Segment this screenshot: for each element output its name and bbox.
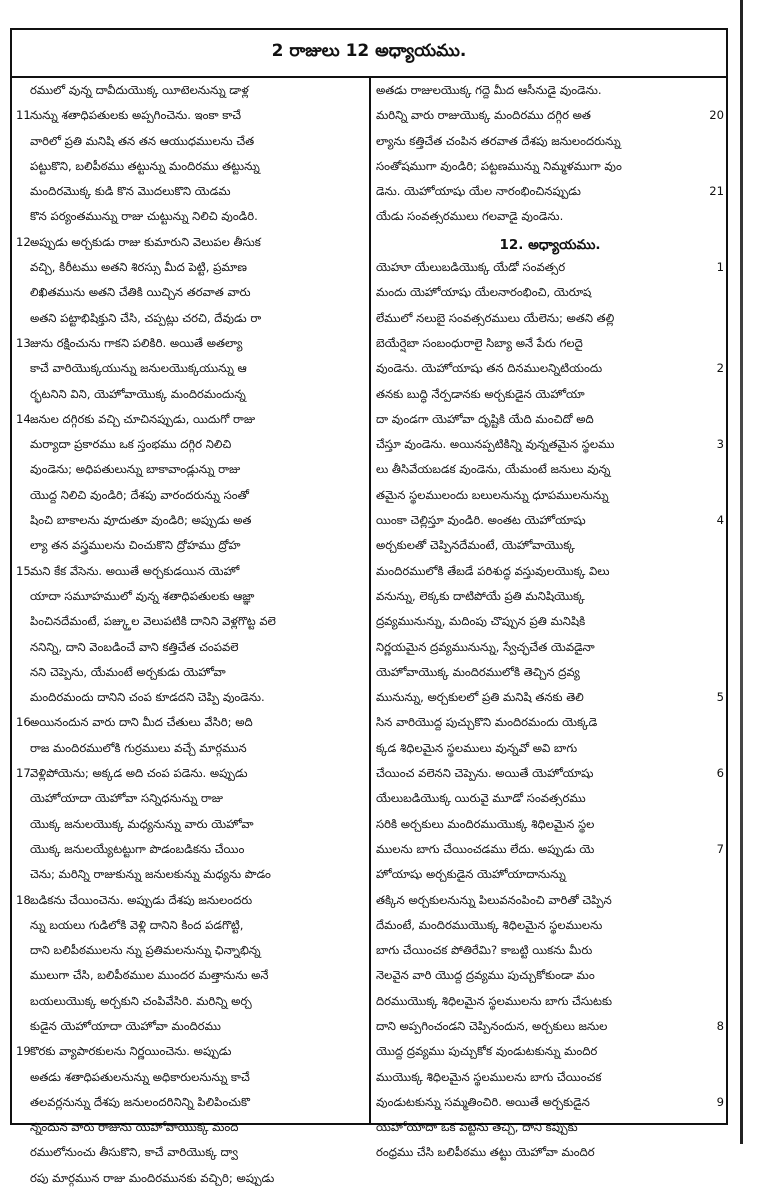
text-line: [376, 1140, 724, 1165]
text-line: [16, 938, 364, 963]
verse-text: యాదా సమూహములో వున్న శతాధిపతులకు ఆజ్ఞా: [30, 588, 255, 603]
verse-text: యొక్క జనులయొక్క మధ్యనున్ను వారు యెహోవా: [30, 816, 254, 831]
text-line: [16, 1014, 364, 1039]
verse-text: దిరముయొక్క శిధిలమైన స్థలములను బాగు చేసుటకు: [376, 993, 613, 1008]
text-line: [16, 812, 364, 837]
text-line: [16, 660, 364, 685]
page-title: 2 రాజులు 12 అధ్యాయము.: [271, 41, 467, 61]
verse-text: దా వుండగా యెహోవా దృష్టికి యేది మంచిదో అది: [376, 411, 594, 426]
text-line: [376, 154, 724, 179]
text-line: [376, 432, 724, 457]
verse-text: పట్టుకొని, బలిపీఠము తట్టున్ను మందిరము తట్టున్ను: [30, 158, 260, 173]
chapter-heading: 12. అధ్యాయము.: [499, 236, 601, 253]
text-line: [376, 963, 724, 988]
verse-number: 8: [716, 1018, 724, 1033]
verse-text: సంతోషముగా వుండిరి; పట్టణమున్ను నిమ్మళముగా వుం: [376, 158, 622, 173]
verse-text: చేయించ వలెనని చెప్పెను. అయితే యెహోయాషు: [376, 766, 594, 781]
verse-text: తనకు బుద్ధి నేర్పడానకు అర్చకుడైన యెహోయా: [376, 386, 585, 401]
verse-text: దేమంటే, మందిరముయొక్క శిధిలమైన స్థలములను: [376, 917, 603, 932]
verse-text: యెహూ యేలుబడియొక్క యేడో సంవత్సర: [376, 260, 566, 275]
page-edge-shadow: [740, 0, 743, 1144]
text-line: [376, 609, 724, 634]
text-line: [16, 78, 364, 103]
verse-text: మర్యాదా ప్రకారము ఒక స్తంభము దగ్గిర నిలిచి: [30, 437, 232, 452]
verse-text: దాని బలిపీఠములను న్ను ప్రతిమలనున్ను ఛిన్నాభిన్న: [30, 943, 261, 958]
verse-number: 13: [16, 335, 31, 350]
text-line: [16, 989, 364, 1014]
text-line: [376, 635, 724, 660]
verse-text: తక్కిన అర్చకులనున్ను పిలువనంపించి వారితో చెప్పిన: [376, 892, 612, 907]
verse-text: సిన వారియొద్ద పుచ్చుకొని మందిరమందు యెక్కడె: [376, 715, 598, 730]
text-line: [16, 761, 364, 786]
verse-text: ల్యా తన వస్త్రములను చించుకొని ద్రోహము ద్రోహ: [30, 538, 241, 553]
text-line: [376, 938, 724, 963]
verse-text: నెలవైన వారి యొద్ద ద్రవ్యము పుచ్చుకోకుండా మం: [376, 968, 595, 983]
verse-text: దాని అప్పగించండని చెప్పినందున, అర్చకులు జనుల: [376, 1018, 608, 1033]
verse-number: 9: [716, 1094, 724, 1109]
verse-text: న్ను బయలు గుడిలోకి వెళ్లి దానిని కింద పడగొట్టి,: [30, 917, 244, 932]
text-line: [16, 888, 364, 913]
verse-text: కొన పర్యంతమున్ను రాజు చుట్టున్ను నిలిచి వుండిరి.: [30, 209, 258, 224]
verse-text: క్కడ శిధిలమైన స్థలములు వున్నవో అవి బాగు: [376, 740, 578, 755]
text-line: [376, 812, 724, 837]
verse-number: 7: [716, 841, 724, 856]
text-line: [376, 913, 724, 938]
text-line: [16, 432, 364, 457]
text-line: [16, 407, 364, 432]
text-line: [16, 1115, 364, 1140]
text-line: [376, 306, 724, 331]
verse-text: నున్ను శతాధిపతులకు అప్పగించెను. ఇంకా కాచే: [30, 108, 242, 123]
text-line: [376, 255, 724, 280]
text-line: [16, 1090, 364, 1115]
text-line: [376, 761, 724, 786]
text-line: [16, 1039, 364, 1064]
text-line: [16, 356, 364, 381]
text-line: [376, 508, 724, 533]
verse-number: 5: [716, 690, 724, 705]
verse-text: ద్రవ్యమునున్ను, మదింపు చొప్పున ప్రతి మనిషికి: [376, 614, 586, 629]
verse-text: వుండుటకున్ను సమ్మతించిరి. అయితే అర్చకుడైన: [376, 1094, 590, 1109]
text-line: [16, 685, 364, 710]
verse-text: ముయొక్క శిధిలమైన స్థలములను బాగు చేయించక: [376, 1069, 602, 1084]
verse-text: తమైన స్థలములందు బలులనున్ను ధూపములనున్ను: [376, 487, 609, 502]
left-column: [16, 78, 364, 1191]
text-line: [16, 154, 364, 179]
column-divider: [369, 76, 371, 1125]
verse-text: తలవర్లనున్ను దేశపు జనులందరినిన్ని పిలిపించుకొ: [30, 1094, 250, 1109]
text-line: [376, 1065, 724, 1090]
verse-text: మరిన్ని వారు రాజుయొక్క మందిరము దగ్గిర అత: [376, 108, 591, 123]
text-line: [376, 356, 724, 381]
verse-number: 18: [16, 892, 31, 907]
text-line: [16, 913, 364, 938]
text-line: [376, 685, 724, 710]
verse-text: అప్పుడు అర్చకుడు రాజు కుమారుని వెలుపల తీసుక: [30, 234, 261, 249]
text-line: [376, 483, 724, 508]
text-line: [376, 1115, 724, 1140]
text-line: [376, 1014, 724, 1039]
verse-text: మందు యెహోయాషు యేలనారంభించి, యెరూష: [376, 285, 592, 300]
text-line: [16, 457, 364, 482]
text-line: [16, 837, 364, 862]
verse-text: మందిరమందు దానిని చంప కూడదని చెప్పి వుండెను.: [30, 690, 265, 705]
text-line: [16, 280, 364, 305]
text-line: [376, 1039, 724, 1064]
verse-text: సరికి అర్చకులు మందిరముయొక్క శిధిలమైన స్థల: [376, 816, 595, 831]
text-line: [16, 963, 364, 988]
verse-text: అయినందున వారు దాని మీద చేతులు వేసిరి; అది: [30, 715, 253, 730]
text-line: [376, 989, 724, 1014]
verse-text: నని చెప్పెను, యేమంటే అర్చకుడు యెహోవా: [30, 664, 226, 679]
verse-text: రపు మార్గమున రాజు మందిరమునకు వచ్చిరి; అప్పుడు: [30, 1170, 275, 1185]
text-line: [16, 559, 364, 584]
text-line: [376, 862, 724, 887]
verse-text: యొద్ద నిలిచి వుండిరి; దేశపు వారందరున్ను సంతో: [30, 487, 249, 502]
text-line: [376, 559, 724, 584]
verse-text: ములను బాగు చేయించడము లేదు. అప్పుడు యె: [376, 841, 595, 856]
verse-number: 16: [16, 715, 31, 730]
verse-number: 21: [709, 184, 724, 199]
verse-text: రాజ మందిరములోకి గుర్రములు వచ్చే మార్గమున: [30, 740, 247, 755]
text-line: [16, 862, 364, 887]
text-line: [376, 786, 724, 811]
verse-text: వనున్ను, లెక్కకు దాటిపోయే ప్రతి మనిషియొక్క: [376, 588, 585, 603]
verse-text: యింకా చెల్లిస్తూ వుండిరి. అంతట యెహోయాషు: [376, 513, 586, 528]
verse-text: న్నందున వారు రాజును యెహోవాయొక్క మంది: [30, 1120, 239, 1135]
verse-number: 1: [716, 260, 724, 275]
verse-text: రములో వున్న దావీదుయొక్క యీటెలనున్ను డాళ్ల: [30, 83, 249, 97]
verse-text: వుండెను. యెహోయాషు తన దినములన్నిటియందు: [376, 361, 603, 376]
text-line: [16, 508, 364, 533]
verse-text: హోయాషు అర్చకుడైన యెహోయాదానున్ను: [376, 867, 566, 882]
text-line: [16, 306, 364, 331]
text-line: [16, 1140, 364, 1165]
text-line: [376, 837, 724, 862]
verse-text: యెహోయాదా ఒక పెట్టెను తెచ్చి, దాని కప్పుకు: [376, 1120, 578, 1135]
text-line: [16, 483, 364, 508]
verse-number: 19: [16, 1044, 31, 1059]
verse-text: లిఖితమును అతని చేతికి యిచ్చిన తరవాత వారు: [30, 285, 251, 300]
text-line: [376, 103, 724, 128]
text-line: [376, 710, 724, 735]
text-line: [376, 129, 724, 154]
text-line: [376, 280, 724, 305]
verse-text: ల్యాను కత్తిచేత చంపిన తరవాత దేశపు జనులందరున్ను: [376, 133, 621, 148]
right-column: [376, 78, 724, 1166]
text-line: [16, 533, 364, 558]
verse-text: మందిరములోకి తేబడే పరిశుద్ధ వస్తువులయొక్క విలు: [376, 563, 610, 578]
verse-text: అతడు శతాధిపతులనున్ను అధికారులనున్ను కాచే: [30, 1069, 250, 1084]
verse-text: బెయేర్షెబా సంబంధురాలై సిబ్యా అనే పేరు గలదై: [376, 335, 583, 350]
text-line: [16, 179, 364, 204]
verse-text: మని కేక వేసెను. అయితే అర్చకుడయిన యెహో: [30, 563, 240, 578]
verse-text: కొరకు వ్యాపారకులను నిర్ణయించెను. అప్పుడు: [30, 1044, 232, 1059]
text-line: [376, 407, 724, 432]
text-line: [16, 103, 364, 128]
text-line: [16, 204, 364, 229]
verse-text: కుడైన యెహోయాదా యెహోవా మందిరము: [30, 1018, 221, 1033]
verse-text: యెహోవాయొక్క మందిరములోకి తెచ్చిన ద్రవ్య: [376, 664, 580, 679]
verse-text: రములోనుంచు తీసుకొని, కాచే వారియొక్క ద్వా: [30, 1145, 238, 1160]
text-line: [376, 331, 724, 356]
text-line: [376, 179, 724, 204]
verse-text: వచ్చి, కిరీటము అతని శిరస్సు మీద పెట్టి, ప్రమాణ: [30, 260, 247, 275]
text-line: [376, 1090, 724, 1115]
text-line: [376, 533, 724, 558]
text-line: [16, 609, 364, 634]
verse-text: యెహోయాదా యెహోవా సన్నిధనున్ను రాజు: [30, 791, 223, 806]
text-line: [376, 660, 724, 685]
text-line: [16, 1166, 364, 1191]
text-line: [376, 204, 724, 229]
verse-text: డెను. యెహోయాషు యేల నారంభించినప్పుడు: [376, 184, 581, 199]
verse-number: 2: [716, 361, 724, 376]
verse-text: యేడు సంవత్సరములు గలవాడై వుండెను.: [376, 209, 564, 224]
verse-text: చెను; మరిన్ని రాజుకున్ను జనులకున్ను మధ్యను పొడం: [30, 867, 271, 882]
verse-text: లు తీసివేయబడక వుండెను, యేమంటే జనులు వున్న: [376, 462, 611, 477]
verse-text: వారిలో ప్రతి మనిషి తన తన ఆయుధములను చేత: [30, 133, 255, 148]
verse-text: యేలుబడియొక్క యిరువై మూడో సంవత్సరము: [376, 791, 586, 806]
verse-text: మందిరమెుక్క కుడి కొన మొదలుకొని యెడమ: [30, 184, 231, 199]
verse-number: 11: [16, 108, 31, 123]
verse-text: నిర్ణయమైన ద్రవ్యమునున్ను, స్వేచ్ఛచేత యెవడైనా: [376, 639, 595, 654]
verse-text: లేములో నలుబై సంవత్సరములు యేలెను; అతని తల్లి: [376, 310, 615, 325]
verse-text: వుండెను; అధిపతులున్ను బాకావాండ్లున్ను రాజు: [30, 462, 241, 477]
verse-number: 4: [716, 513, 724, 528]
text-line: [376, 888, 724, 913]
verse-text: వెళ్లిపోయెను; అక్కడ అది చంప పడెను. అప్పుడు: [30, 766, 248, 781]
verse-text: యొక్క జనులయ్యేటట్టుగా పొడంబడికను చేయిం: [30, 841, 245, 856]
verse-number: 15: [16, 563, 31, 578]
text-line: [376, 382, 724, 407]
verse-text: పించినదేమంటే, పజ్క్తుల వెలుపటికి దానిని వెళ్లగొట్ట వలె: [30, 614, 276, 629]
text-line: [16, 230, 364, 255]
text-line: [16, 331, 364, 356]
verse-text: రంధ్రము చేసి బలిపీఠము తట్టు యెహోవా మందిర: [376, 1145, 595, 1160]
verse-text: చేస్తూ వుండెను. అయినప్పటికిన్ని వున్నతమైన స్థలము: [376, 437, 615, 452]
verse-text: జును రక్షించును గాకని పలికిరి. అయితే అతల్యా: [30, 335, 243, 350]
verse-text: షించి బాకాలను వూదుతూ వుండిరి; అప్పుడు అత: [30, 513, 252, 528]
verse-number: 3: [716, 437, 724, 452]
verse-text: కాచే వారియొక్కయున్ను జనులయొక్కయున్ను ఆ: [30, 361, 247, 376]
text-line: [376, 78, 724, 103]
verse-text: బడికను చేయించెను. అప్పుడు దేశపు జనులందరు: [30, 892, 253, 907]
text-line: [376, 584, 724, 609]
verse-text: అతని పట్టాభిషిక్తుని చేసి, చప్పట్లు చరచి, దేవుడు రా: [30, 310, 262, 325]
page-frame: [10, 28, 728, 1185]
verse-number: 20: [709, 108, 724, 123]
verse-text: ర్భటనిని విని, యెహోవాయొక్క మందిరమందున్న: [30, 386, 246, 401]
verse-number: 12: [16, 234, 31, 249]
verse-text: బయలుయొక్క అర్చకుని చంపివేసిరి. మరిన్ని అర్చ: [30, 993, 252, 1008]
verse-text: యొద్ద ద్రవ్యము పుచ్చుకోక వుండుటకున్ను మందిర: [376, 1044, 598, 1059]
text-line: [16, 635, 364, 660]
text-line: [16, 129, 364, 154]
page-header: [12, 30, 726, 78]
verse-number: 6: [716, 766, 724, 781]
verse-text: అర్చకులతో చెప్పినదేమంటే, యెహోవాయొక్క: [376, 538, 575, 553]
verse-text: ననిన్ని, దాని వెంబడించే వాని కత్తిచేత చంపవలె: [30, 639, 239, 654]
text-line: [16, 710, 364, 735]
text-line: [16, 786, 364, 811]
text-line: [376, 457, 724, 482]
text-line: [16, 1065, 364, 1090]
text-line: [16, 736, 364, 761]
text-line: [16, 382, 364, 407]
text-line: [16, 584, 364, 609]
text-line: [16, 255, 364, 280]
verse-text: జనుల దగ్గిరకు వచ్చి చూచినప్పుడు, యిదుగో రాజు: [30, 411, 256, 426]
verse-text: ములుగా చేసి, బలిపీఠముల ముందర మత్తానును అనే: [30, 968, 269, 983]
verse-number: 17: [16, 766, 31, 781]
verse-text: మునున్ను, అర్చకులలో ప్రతి మనిషి తనకు తెలి: [376, 690, 584, 705]
text-line: [376, 736, 724, 761]
verse-text: బాగు చేయించక పోతిరేమి? కాబట్టి యికను మీరు: [376, 943, 593, 958]
verse-text: అతడు రాజులయొక్క గద్దె మీద ఆసీనుడై వుండెను.: [376, 83, 602, 97]
verse-number: 14: [16, 411, 31, 426]
